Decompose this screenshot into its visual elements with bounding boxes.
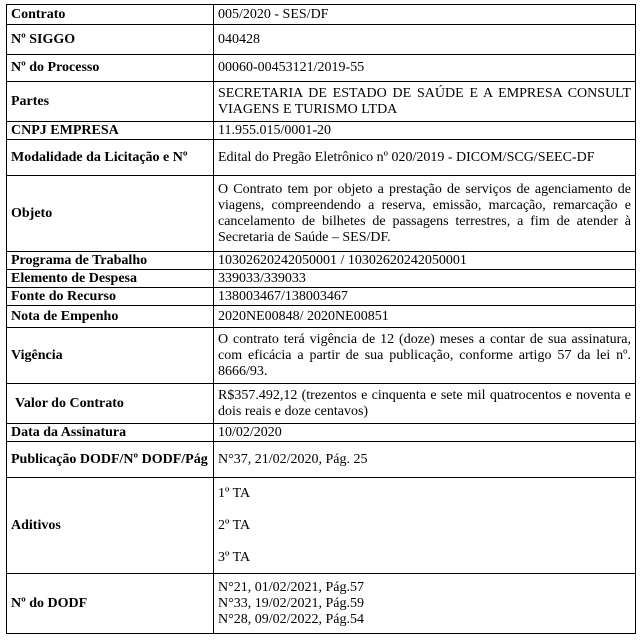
label-fonte: Fonte do Recurso: [7, 288, 214, 306]
row-partes: [7, 82, 636, 122]
label-partes: Partes: [7, 82, 214, 122]
label-dodf: Nº do DODF: [7, 574, 214, 634]
row-assinatura: [7, 424, 636, 442]
row-publicacao: [7, 442, 636, 478]
value-cnpj: 11.955.015/0001-20: [214, 122, 636, 140]
row-vigencia: [7, 328, 636, 384]
row-valor: [7, 384, 636, 424]
value-partes: SECRETARIA DE ESTADO DE SAÚDE E A EMPRESA CONSULT VIAGENS E TURISMO LTDA: [214, 82, 636, 122]
label-contrato: Contrato: [7, 5, 214, 25]
row-modalidade: [7, 140, 636, 176]
row-programa: [7, 252, 636, 270]
row-fonte: [7, 288, 636, 306]
dodf-item: N°33, 19/02/2021, Pág.59: [218, 595, 364, 611]
contract-summary-table: [6, 4, 636, 634]
value-processo: 00060-00453121/2019-55: [214, 55, 636, 82]
value-elemento: 339033/339033: [214, 270, 636, 288]
aditivo-item: 2º TA: [218, 517, 251, 533]
value-aditivos: [214, 478, 636, 574]
label-objeto: Objeto: [7, 176, 214, 252]
label-processo: Nº do Processo: [7, 55, 214, 82]
row-siggo: [7, 25, 636, 55]
label-assinatura: Data da Assinatura: [7, 424, 214, 442]
row-aditivos: [7, 478, 636, 574]
row-objeto: [7, 176, 636, 252]
value-valor: R$357.492,12 (trezentos e cinquenta e sete mil quatrocentos e noventa e dois reais e doze centavos): [214, 384, 636, 424]
value-empenho: 2020NE00848/ 2020NE00851: [214, 306, 636, 328]
dodf-item: N°28, 09/02/2022, Pág.54: [218, 611, 364, 627]
label-valor: Valor do Contrato: [7, 384, 214, 424]
label-cnpj: CNPJ EMPRESA: [7, 122, 214, 140]
value-publicacao: N°37, 21/02/2020, Pág. 25: [214, 442, 636, 478]
label-elemento: Elemento de Despesa: [7, 270, 214, 288]
row-dodf: [7, 574, 636, 634]
label-siggo: Nº SIGGO: [7, 25, 214, 55]
value-objeto: O Contrato tem por objeto a prestação de serviços de agenciamento de viagens, compreendendo a reserva, emissão, marcação, remarcação e cancelamento de bilhetes de passagens terrestres, a fim de atender à Secretaria de Saúde – SES/DF.: [214, 176, 636, 252]
row-cnpj: [7, 122, 636, 140]
value-programa: 10302620242050001 / 10302620242050001: [214, 252, 636, 270]
dodf-item: N°21, 01/02/2021, Pág.57: [218, 579, 364, 595]
value-siggo: 040428: [214, 25, 636, 55]
value-dodf: [214, 574, 636, 634]
label-aditivos: Aditivos: [7, 478, 214, 574]
row-processo: [7, 55, 636, 82]
value-vigencia: O contrato terá vigência de 12 (doze) meses a contar de sua assinatura, com eficácia a partir de sua publicação, conforme artigo 57 da lei nº. 8666/93.: [214, 328, 636, 384]
label-modalidade: Modalidade da Licitação e Nº: [7, 140, 214, 176]
label-empenho: Nota de Empenho: [7, 306, 214, 328]
value-fonte: 138003467/138003467: [214, 288, 636, 306]
label-publicacao: Publicação DODF/Nº DODF/Pág: [7, 442, 214, 478]
label-programa: Programa de Trabalho: [7, 252, 214, 270]
row-empenho: [7, 306, 636, 328]
aditivo-item: 3º TA: [218, 549, 251, 565]
value-contrato: 005/2020 - SES/DF: [214, 5, 636, 25]
row-contrato: [7, 5, 636, 25]
label-vigencia: Vigência: [7, 328, 214, 384]
row-elemento: [7, 270, 636, 288]
value-modalidade: Edital do Pregão Eletrônico nº 020/2019 - DICOM/SCG/SEEC-DF: [214, 140, 636, 176]
value-assinatura: 10/02/2020: [214, 424, 636, 442]
aditivo-item: 1º TA: [218, 485, 251, 501]
